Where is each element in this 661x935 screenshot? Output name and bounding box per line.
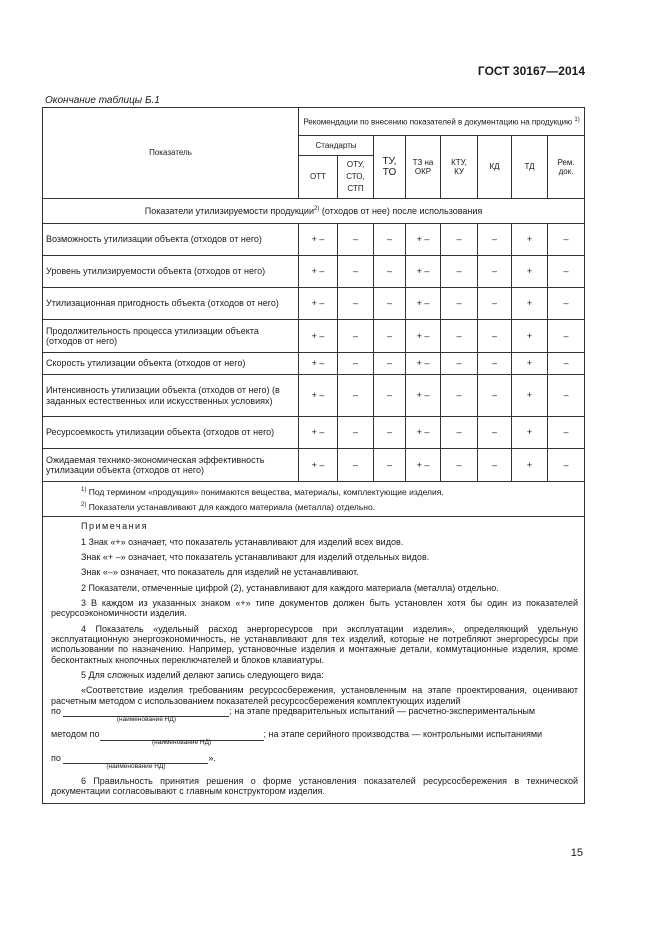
indicator-value: –	[338, 224, 374, 256]
table-row	[43, 375, 585, 417]
notes	[43, 517, 585, 804]
indicator-value: –	[441, 353, 478, 375]
note-5: 5 Для сложных изделий делают запись следующего вида:	[81, 669, 324, 680]
header-tu	[374, 136, 406, 199]
indicator-value: +	[512, 449, 548, 482]
indicator-value: –	[374, 224, 406, 256]
indicator-value: –	[374, 320, 406, 353]
indicator-value: +	[512, 320, 548, 353]
indicator-value: –	[478, 320, 512, 353]
table-row	[43, 224, 585, 256]
indicator-value: + –	[406, 375, 441, 417]
note-4: 4 Показатель «удельный расход энергоресурсов при эксплуатации изделия», определяющий удельную эксплуатационную энергоэкономичность, не устанавливают для тех изделий, которые не потребляют энергоресурсы при использовании по назначению. Например, установочные изделия и монтажные детали, коммутационные изделия, кроме бесконтактных кнопочных переключателей и блоков клавиатуры.	[51, 623, 579, 665]
indicator-value: + –	[406, 320, 441, 353]
note-1c: Знак «–» означает, что показатель для изделий не устанавливают.	[81, 567, 359, 578]
header-ktu-label: КТУ, КУ	[451, 157, 467, 176]
note-1a: 1 Знак «+» означает, что показатель устанавливают для изделий всех видов.	[81, 536, 404, 547]
indicator-value: –	[374, 256, 406, 288]
indicator-value: + –	[406, 256, 441, 288]
notes-title: Примечания	[81, 521, 148, 532]
indicator-value: –	[374, 288, 406, 320]
indicator-value: –	[374, 449, 406, 482]
table-caption: Окончание таблицы Б.1	[45, 95, 160, 106]
indicator-value: –	[338, 353, 374, 375]
indicator-value: + –	[406, 449, 441, 482]
table-row	[43, 320, 585, 353]
indicator-value: –	[548, 256, 585, 288]
blank-nd-2: (наименование НД)	[100, 729, 264, 740]
header-tu-label: ТУ, ТО	[382, 155, 397, 178]
indicator-value: –	[338, 417, 374, 449]
table-row	[43, 449, 585, 482]
indicator-value: –	[548, 320, 585, 353]
indicator-value: –	[478, 288, 512, 320]
section-title: Показатели утилизируемости продукции$^{2)}$ (отходов от нее) после использования	[43, 199, 585, 224]
indicator-value: –	[374, 375, 406, 417]
indicator-value: –	[441, 288, 478, 320]
footnote-2: $^{2)}$ Показатели устанавливают для каждого материала (металла) отдельно.	[81, 501, 376, 512]
footnote-ref-2: 2)	[314, 205, 320, 212]
indicator-value: + –	[406, 353, 441, 375]
indicator-value: –	[441, 320, 478, 353]
indicator-name: Уровень утилизируемости объекта (отходов от него)	[43, 256, 299, 288]
indicator-name: Утилизационная пригодность объекта (отходов от него)	[43, 288, 299, 320]
indicator-value: –	[441, 417, 478, 449]
indicator-value: –	[441, 256, 478, 288]
indicator-value: –	[478, 256, 512, 288]
header-td: ТД	[512, 136, 548, 199]
indicator-value: + –	[299, 449, 338, 482]
indicators-table	[42, 107, 585, 804]
indicator-name: Продолжительность процесса утилизации объекта (отходов от него)	[43, 320, 299, 353]
indicator-value: –	[441, 375, 478, 417]
indicator-value: –	[478, 224, 512, 256]
header-kd: КД	[478, 136, 512, 199]
indicator-value: –	[374, 353, 406, 375]
indicator-value: +	[512, 288, 548, 320]
indicator-value: –	[548, 353, 585, 375]
indicator-value: –	[338, 449, 374, 482]
indicator-value: –	[374, 417, 406, 449]
header-ktu	[441, 136, 478, 199]
header-otu	[338, 156, 374, 199]
indicator-name: Ожидаемая технико-экономическая эффективность утилизации объекта (отходов от него)	[43, 449, 299, 482]
header-otu-label: ОТУ, СТО, СТП	[346, 160, 365, 193]
indicator-value: –	[338, 288, 374, 320]
table-row	[43, 256, 585, 288]
indicator-value: –	[548, 449, 585, 482]
note-5-line-1: по (наименование НД) ; на этапе предварительных испытаний — расчетно-экспериментальным	[51, 706, 536, 723]
indicator-value: + –	[299, 353, 338, 375]
header-standards: Стандарты	[299, 136, 374, 156]
indicator-name: Возможность утилизации объекта (отходов от него)	[43, 224, 299, 256]
note-5-text: «Соответствие изделия требованиям ресурсосбережения, установленным на этапе проектирования, оценивают расчетным методом с использованием показателей ресурсосбережения комплектующих изделий	[51, 685, 579, 706]
indicator-value: –	[548, 288, 585, 320]
header-indicator: Показатель	[43, 108, 299, 199]
indicator-value: –	[548, 375, 585, 417]
indicator-value: +	[512, 353, 548, 375]
indicator-value: + –	[299, 375, 338, 417]
header-rem-label: Рем. док.	[557, 157, 575, 176]
header-ott: ОТТ	[299, 156, 338, 199]
note-3: 3 В каждом из указанных знаком «+» типе документов должен быть установлен хотя бы один из показателей ресурсоэкономичности изделия.	[51, 597, 579, 619]
indicator-value: –	[441, 224, 478, 256]
note-6: 6 Правильность принятия решения о форме установления показателей ресурсосбережения в технической документации согласовывают с главным конструктором изделия.	[51, 776, 579, 797]
page-number: 15	[570, 847, 583, 859]
indicator-value: +	[512, 417, 548, 449]
table-row	[43, 353, 585, 375]
header-recommendations: Рекомендации по внесению показателей в документацию на продукцию $^{1)}$	[299, 108, 585, 136]
header-tz	[406, 136, 441, 199]
indicator-value: +	[512, 224, 548, 256]
header-rem	[548, 136, 585, 199]
note-5-line-2: методом по (наименование НД) ; на этапе серийного производства — контрольными испытаниями	[51, 729, 543, 747]
indicator-name: Интенсивность утилизации объекта (отходов от него) (в заданных естественных или искусственных условиях)	[43, 375, 299, 417]
standard-code: ГОСТ 30167—2014	[477, 64, 585, 78]
indicator-name: Ресурсоемкость утилизации объекта (отходов от него)	[43, 417, 299, 449]
indicator-value: –	[478, 375, 512, 417]
indicator-value: + –	[299, 256, 338, 288]
indicator-value: + –	[299, 417, 338, 449]
indicator-value: + –	[299, 288, 338, 320]
table-row	[43, 417, 585, 449]
indicator-value: +	[512, 375, 548, 417]
indicator-value: –	[548, 224, 585, 256]
indicator-value: + –	[299, 224, 338, 256]
indicator-value: –	[478, 417, 512, 449]
indicator-value: –	[338, 320, 374, 353]
table-row	[43, 288, 585, 320]
note-2: 2 Показатели, отмеченные цифрой (2), устанавливают для каждого материала (металла) отдельно.	[81, 582, 499, 593]
indicator-value: –	[338, 256, 374, 288]
indicator-value: –	[548, 417, 585, 449]
indicator-value: + –	[406, 417, 441, 449]
indicator-value: –	[478, 353, 512, 375]
footnotes	[43, 482, 585, 517]
blank-nd-3: (наименование НД)	[63, 753, 208, 764]
indicator-name: Скорость утилизации объекта (отходов от него)	[43, 353, 299, 375]
header-tz-label: ТЗ на ОКР	[412, 157, 434, 176]
indicator-value: –	[441, 449, 478, 482]
indicator-value: + –	[299, 320, 338, 353]
footnote-1: $^{1)}$ Под термином «продукция» понимаются вещества, материалы, комплектующие изделия.	[81, 486, 444, 497]
indicator-value: –	[478, 449, 512, 482]
note-5-line-3: по (наименование НД) ».	[51, 752, 216, 770]
footnote-ref-1: 1)	[574, 116, 580, 123]
indicator-value: –	[338, 375, 374, 417]
note-1b: Знак «+ –» означает, что показатель устанавливают для изделий отдельных видов.	[81, 551, 430, 562]
indicator-value: + –	[406, 224, 441, 256]
indicator-value: + –	[406, 288, 441, 320]
indicator-value: +	[512, 256, 548, 288]
blank-nd-1: (наименование НД)	[63, 706, 229, 717]
